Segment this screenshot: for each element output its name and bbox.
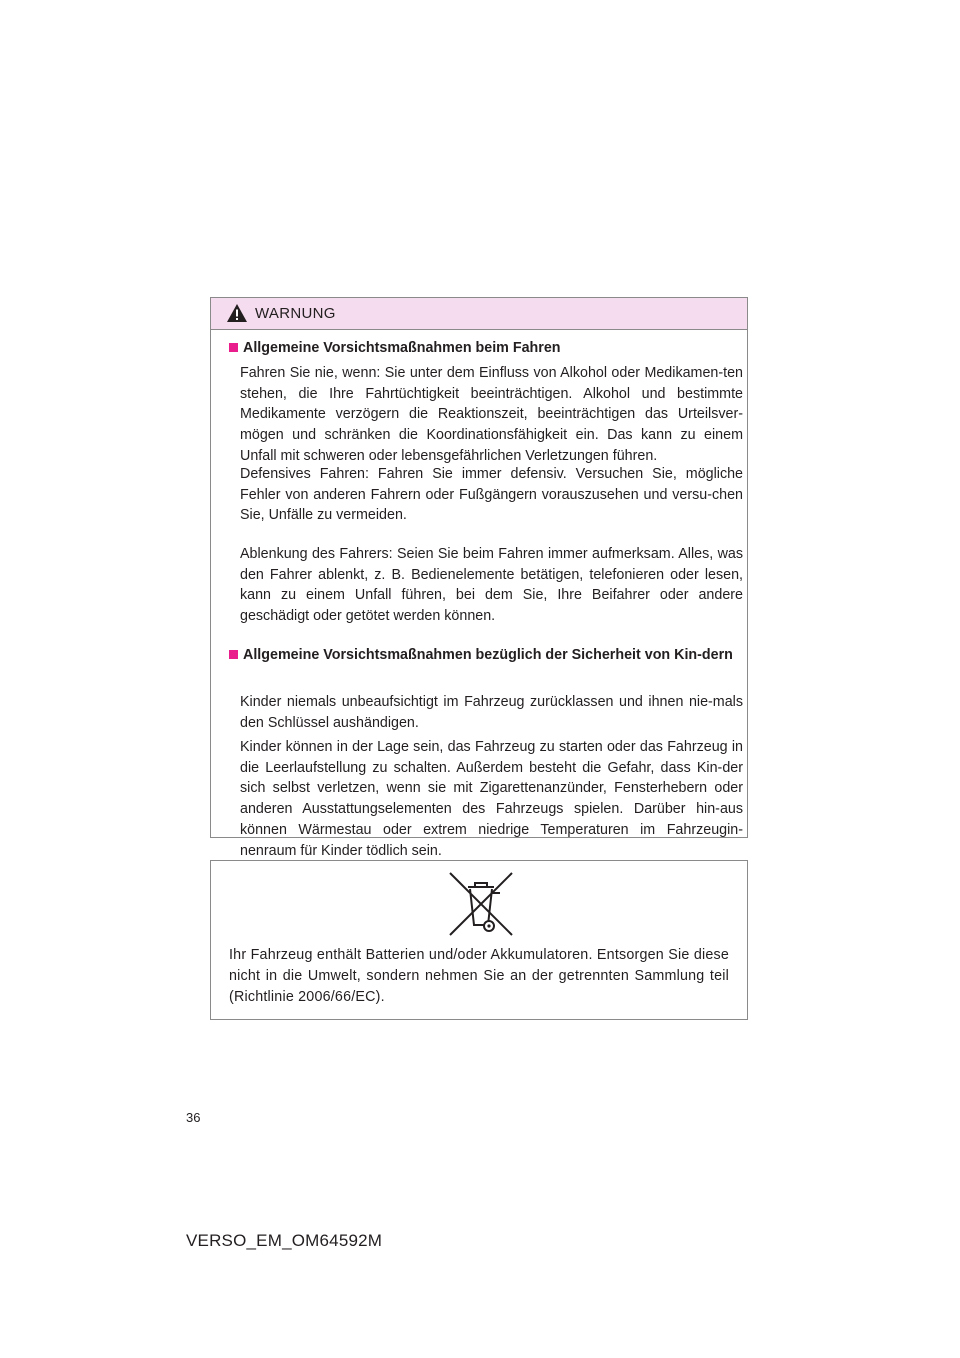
warning-title: WARNUNG bbox=[255, 305, 336, 322]
crossed-out-wheelie-bin-icon bbox=[448, 871, 514, 937]
paragraph-unattended-children: Kinder niemals unbeaufsichtigt im Fahrzeug zurücklassen und ihnen nie-mals den Schlüssel aushändigen. bbox=[240, 694, 743, 731]
recycling-box bbox=[210, 860, 748, 1020]
paragraph-child-hazards: Kinder können in der Lage sein, das Fahrzeug zu starten oder das Fahrzeug in die Leerlaufstellung zu schalten. Außerdem besteht die Gefahr, dass Kin-der sich selbst verletzen, wenn sie mit Zigarettenanzünder, Fensterhebern oder anderen Ausstattungselementen des Fahrzeugs spielen. Darüber hin-aus können Wärmestau oder extrem niedrige Temperaturen im Fahrzeugin-nenraum für Kinder tödlich sein. bbox=[240, 739, 743, 859]
recycling-notice: Ihr Fahrzeug enthält Batterien und/oder Akkumulatoren. Entsorgen Sie diese nicht in die Umwelt, sondern nehmen Sie an der getrennten Sammlung teil (Richtlinie 2006/66/EC). bbox=[229, 947, 729, 1005]
bullet-square-icon bbox=[229, 343, 238, 352]
paragraph-driver-distraction: Ablenkung des Fahrers: Seien Sie beim Fahren immer aufmerksam. Alles, was den Fahrer ablenkt, z. B. Bedienelemente betätigen, telefonieren oder lesen, kann zu einem Unfall führen, bei dem Sie, Ihre Beifahrer oder andere geschädigt oder getötet werden können. bbox=[240, 546, 743, 625]
bullet-square-icon bbox=[229, 650, 238, 659]
warning-box bbox=[210, 297, 748, 859]
page-number: 36 bbox=[186, 1110, 201, 1125]
document-code: VERSO_EM_OM64592M bbox=[186, 1231, 383, 1250]
section-heading-child-safety: Allgemeine Vorsichtsmaßnahmen bezüglich der Sicherheit von Kin-dern bbox=[229, 645, 743, 666]
paragraph-impaired-driving: Fahren Sie nie, wenn: Sie unter dem Einfluss von Alkohol oder Medikamen-ten stehen, die Ihre Fahrtüchtigkeit beeinträchtigen. Alkohol und bestimmte Medikamente verzögern die Reaktionszeit, beeinträchtigen das Urteilsver-mögen und schränken die Koordinationsfähigkeit ein. Das kann zu einem Unfall mit schweren oder lebensgefährlichen Verletzungen führen. bbox=[240, 365, 743, 464]
warning-header bbox=[211, 298, 747, 330]
paragraph-defensive-driving: Defensives Fahren: Fahren Sie immer defensiv. Versuchen Sie, mögliche Fehler von anderen Fahrern oder Fußgängern vorauszusehen und versu-chen Sie, Unfälle zu vermeiden. bbox=[240, 466, 743, 524]
section-heading-driving: Allgemeine Vorsichtsmaßnahmen beim Fahren bbox=[229, 338, 743, 359]
warning-triangle-icon bbox=[226, 303, 248, 323]
